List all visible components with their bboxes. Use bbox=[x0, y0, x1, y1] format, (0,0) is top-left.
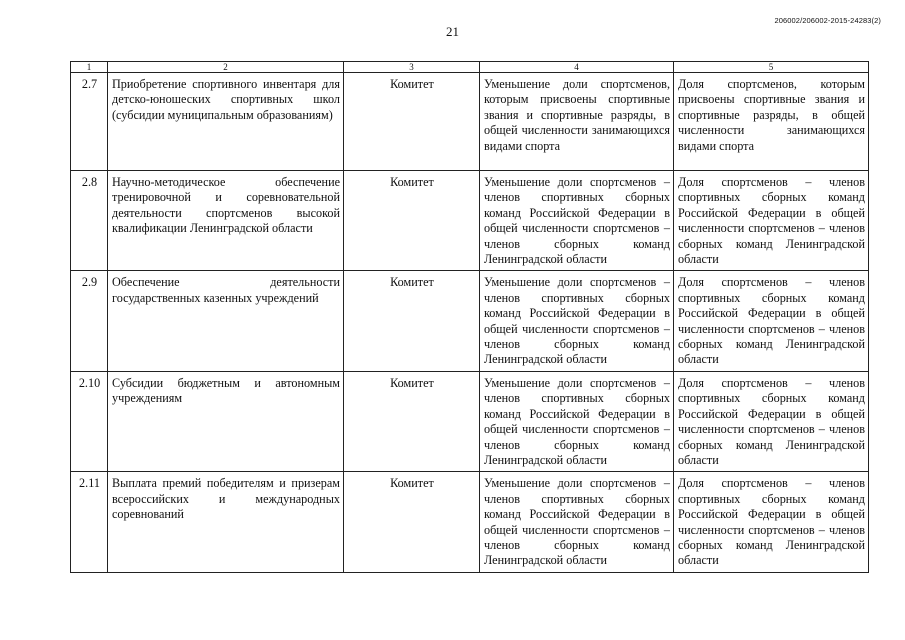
consequence-cell: Уменьшение доли спортсменов, которым присвоены спортивные звания и спортивные разряды, в общей численности занимающихся видами спорта bbox=[480, 73, 674, 171]
column-number-4: 4 bbox=[480, 62, 674, 73]
table-row bbox=[71, 472, 869, 572]
row-number: 2.10 bbox=[71, 371, 108, 471]
measure-cell: Обеспечение деятельности государственных казенных учреждений bbox=[108, 271, 344, 371]
consequence-cell: Уменьшение доли спортсменов – членов спортивных сборных команд Российской Федерации в общей численности спортсменов – членов сборных команд Ленинградской области bbox=[480, 472, 674, 572]
row-number: 2.9 bbox=[71, 271, 108, 371]
column-number-1: 1 bbox=[71, 62, 108, 73]
row-number: 2.7 bbox=[71, 73, 108, 171]
consequence-cell: Уменьшение доли спортсменов – членов спортивных сборных команд Российской Федерации в общей численности спортсменов – членов сборных команд Ленинградской области bbox=[480, 171, 674, 271]
measure-cell: Приобретение спортивного инвентаря для детско-юношеских спортивных школ (субсидии муниципальным образованиям) bbox=[108, 73, 344, 171]
executor-cell: Комитет bbox=[344, 371, 480, 471]
indicator-cell: Доля спортсменов, которым присвоены спортивные звания и спортивные разряды, в общей численности занимающихся видами спорта bbox=[674, 73, 869, 171]
column-number-5: 5 bbox=[674, 62, 869, 73]
executor-cell: Комитет bbox=[344, 73, 480, 171]
column-number-2: 2 bbox=[108, 62, 344, 73]
table-row bbox=[71, 73, 869, 171]
row-number: 2.11 bbox=[71, 472, 108, 572]
document-code: 206002/206002-2015-24283(2) bbox=[774, 16, 881, 25]
executor-cell: Комитет bbox=[344, 271, 480, 371]
executor-cell: Комитет bbox=[344, 472, 480, 572]
table-row bbox=[71, 271, 869, 371]
indicator-cell: Доля спортсменов – членов спортивных сборных команд Российской Федерации в общей численности спортсменов – членов сборных команд Ленинградской области bbox=[674, 271, 869, 371]
measure-cell: Субсидии бюджетным и автономным учреждениям bbox=[108, 371, 344, 471]
indicator-cell: Доля спортсменов – членов спортивных сборных команд Российской Федерации в общей численности спортсменов – членов сборных команд Ленинградской области bbox=[674, 371, 869, 471]
measure-cell: Выплата премий победителям и призерам всероссийских и международных соревнований bbox=[108, 472, 344, 572]
indicator-cell: Доля спортсменов – членов спортивных сборных команд Российской Федерации в общей численности спортсменов – членов сборных команд Ленинградской области bbox=[674, 171, 869, 271]
page-number: 21 bbox=[446, 24, 459, 39]
measures-table bbox=[70, 61, 869, 573]
measure-cell: Научно-методическое обеспечение тренировочной и соревновательной деятельности спортсменов высокой квалификации Ленинградской области bbox=[108, 171, 344, 271]
row-number: 2.8 bbox=[71, 171, 108, 271]
header-row bbox=[71, 62, 869, 73]
indicator-cell: Доля спортсменов – членов спортивных сборных команд Российской Федерации в общей численности спортсменов – членов сборных команд Ленинградской области bbox=[674, 472, 869, 572]
column-number-3: 3 bbox=[344, 62, 480, 73]
executor-cell: Комитет bbox=[344, 171, 480, 271]
table-row bbox=[71, 371, 869, 471]
consequence-cell: Уменьшение доли спортсменов – членов спортивных сборных команд Российской Федерации в общей численности спортсменов – членов сборных команд Ленинградской области bbox=[480, 371, 674, 471]
table-row bbox=[71, 171, 869, 271]
consequence-cell: Уменьшение доли спортсменов – членов спортивных сборных команд Российской Федерации в общей численности спортсменов – членов сборных команд Ленинградской области bbox=[480, 271, 674, 371]
